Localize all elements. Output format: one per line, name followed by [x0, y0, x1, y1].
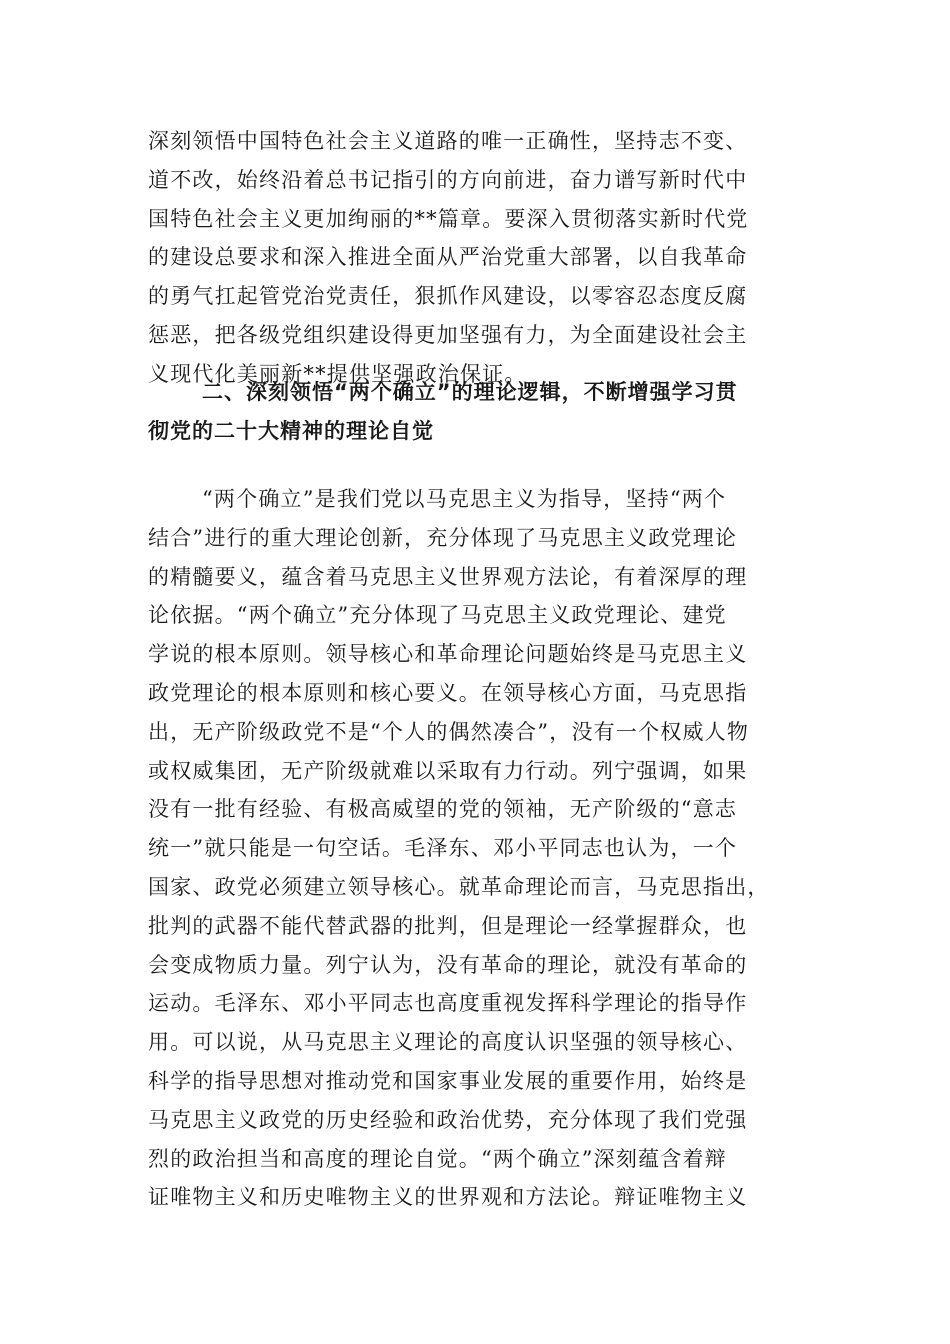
text-line: 或权威集团，无产阶级就难以采取有力行动。列宁强调，如果 — [148, 758, 748, 783]
text-line: 道不改，始终沿着总书记指引的方向前进，奋力谱写新时代中 — [148, 167, 748, 192]
text-line: 学说的根本原则。领导核心和革命理论问题始终是马克思主义 — [148, 642, 748, 667]
text-line: 的建设总要求和深入推进全面从严治党重大部署，以自我革命 — [148, 245, 748, 270]
heading-line: 二、深刻领悟“两个确立”的理论逻辑，不断增强学习贯 — [202, 380, 738, 404]
text-line: 论依据。“两个确立”充分体现了马克思主义政党理论、建党 — [148, 603, 727, 628]
text-line: 的勇气扛起管党治党责任，狠抓作风建设，以零容忍态度反腐 — [148, 284, 748, 309]
text-line: 政党理论的根本原则和核心要义。在领导核心方面，马克思指 — [148, 680, 748, 705]
heading-line: 彻党的二十大精神的理论自觉 — [148, 418, 434, 443]
text-line: “两个确立”是我们党以马克思主义为指导，坚持“两个 — [202, 487, 727, 511]
text-line: 马克思主义政党的历史经验和政治优势，充分体现了我们党强 — [148, 1107, 748, 1132]
text-line: 会变成物质力量。列宁认为，没有革命的理论，就没有革命的 — [148, 952, 748, 977]
text-line: 运动。毛泽东、邓小平同志也高度重视发挥科学理论的指导作 — [148, 991, 748, 1016]
text-line: 义现代化美丽新**提供坚强政治保证。 — [148, 361, 527, 386]
text-line: 出，无产阶级政党不是“个人的偶然凑合”，没有一个权威人物 — [148, 719, 750, 744]
text-line: 深刻领悟中国特色社会主义道路的唯一正确性，坚持志不变、 — [148, 129, 748, 153]
text-line: 烈的政治担当和高度的理论自觉。“两个确立”深刻蕴含着辩 — [148, 1146, 727, 1171]
body-paragraph — [148, 480, 776, 1217]
paragraph-continued — [148, 122, 776, 394]
text-line: 批判的武器不能代替武器的批判，但是理论一经掌握群众，也 — [148, 913, 748, 938]
text-line: 证唯物主义和历史唯物主义的世界观和方法论。辩证唯物主义 — [148, 1185, 748, 1210]
text-line: 国家、政党必须建立领导核心。就革命理论而言，马克思指出， — [148, 874, 770, 899]
text-line: 结合”进行的重大理论创新，充分体现了马克思主义政党理论 — [148, 525, 738, 550]
section-heading — [148, 372, 778, 450]
text-line: 的精髓要义，蕴含着马克思主义世界观方法论，有着深厚的理 — [148, 564, 748, 589]
text-line: 统一”就只能是一句空话。毛泽东、邓小平同志也认为，一个 — [148, 836, 738, 861]
text-line: 用。可以说，从马克思主义理论的高度认识坚强的领导核心、 — [148, 1030, 748, 1055]
text-line: 惩恶，把各级党组织建设得更加坚强有力，为全面建设社会主 — [148, 322, 748, 347]
text-line: 没有一批有经验、有极高威望的党的领袖，无产阶级的“意志 — [148, 797, 738, 822]
text-line: 科学的指导思想对推动党和国家事业发展的重要作用，始终是 — [148, 1068, 748, 1093]
text-line: 国特色社会主义更加绚丽的**篇章。要深入贯彻落实新时代党 — [148, 206, 749, 231]
